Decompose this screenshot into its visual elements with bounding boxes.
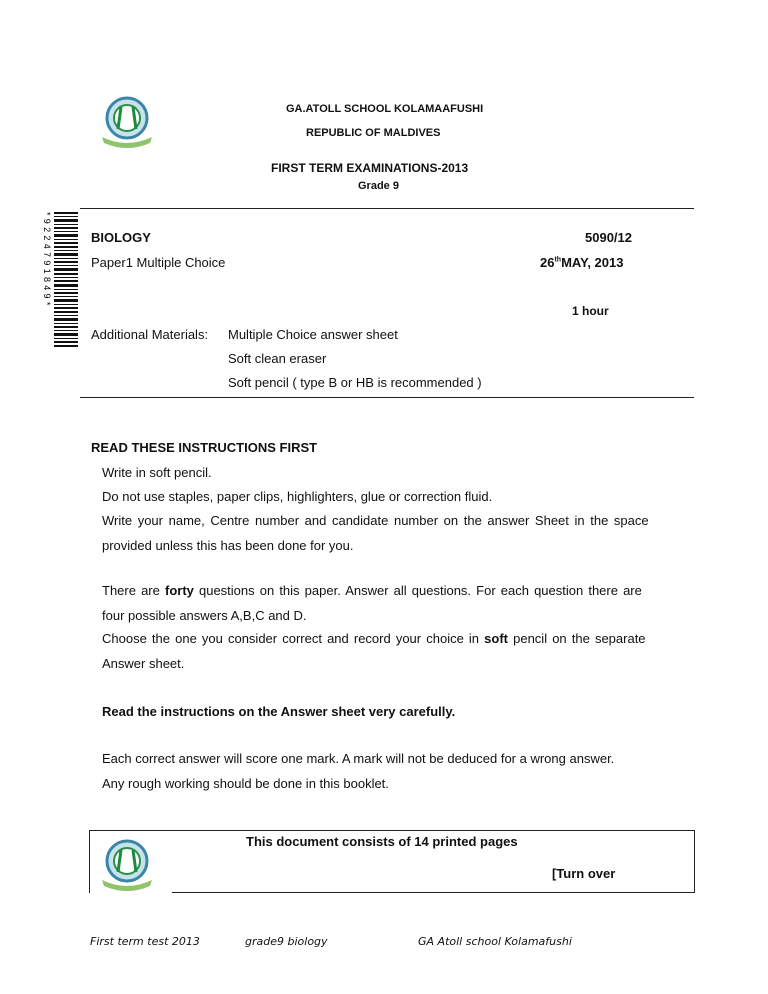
footer-left: First term test 2013 <box>90 935 200 948</box>
materials-label: Additional Materials: <box>91 327 209 342</box>
barcode <box>40 210 80 350</box>
school-logo <box>98 93 156 149</box>
instruction-line: Any rough working should be done in this booklet. <box>102 776 389 791</box>
page-count: This document consists of 14 printed pages <box>246 834 518 849</box>
instructions-heading: READ THESE INSTRUCTIONS FIRST <box>91 440 318 455</box>
school-name: GA.ATOLL SCHOOL KOLAMAAFUSHI <box>286 103 484 115</box>
barcode-text: *9224791849* <box>42 212 52 309</box>
box-bottom-border <box>172 892 694 893</box>
instruction-line: Write in soft pencil. <box>102 465 212 480</box>
instruction-line: Each correct answer will score one mark. A mark will not be deduced for a wrong answer. <box>102 751 615 766</box>
material-item: Soft clean eraser <box>228 351 327 366</box>
country: REPUBLIC OF MALDIVES <box>306 127 441 139</box>
material-item: Soft pencil ( type B or HB is recommended ) <box>228 375 482 390</box>
instruction-line: Do not use staples, paper clips, highlighters, glue or correction fluid. <box>102 489 493 504</box>
footer-middle: grade9 biology <box>245 935 328 948</box>
instruction-line: four possible answers A,B,C and D. <box>102 608 307 623</box>
exam-title: FIRST TERM EXAMINATIONS-2013 <box>271 161 469 175</box>
divider <box>80 208 694 209</box>
subject: BIOLOGY <box>91 230 151 245</box>
material-item: Multiple Choice answer sheet <box>228 327 398 342</box>
instruction-emphasis: Read the instructions on the Answer sheet very carefully. <box>102 704 456 719</box>
instruction-line: Answer sheet. <box>102 656 185 671</box>
turn-over: [Turn over <box>552 866 616 881</box>
instruction-line: Write your name, Centre number and candidate number on the answer Sheet in the space <box>102 513 649 528</box>
instruction-line: There are forty questions on this paper. Answer all questions. For each question there are <box>102 583 642 598</box>
duration: 1 hour <box>572 304 609 318</box>
divider <box>80 397 694 398</box>
paper-type: Paper1 Multiple Choice <box>91 255 226 270</box>
grade: Grade 9 <box>358 180 399 192</box>
paper-code: 5090/12 <box>585 230 632 245</box>
school-logo <box>98 836 156 892</box>
footer-right: GA Atoll school Kolamafushi <box>418 935 572 948</box>
instruction-line: Choose the one you consider correct and record your choice in soft pencil on the separate <box>102 631 646 646</box>
instruction-line: provided unless this has been done for you. <box>102 538 354 553</box>
exam-date: 26thMAY, 2013 <box>540 255 624 270</box>
